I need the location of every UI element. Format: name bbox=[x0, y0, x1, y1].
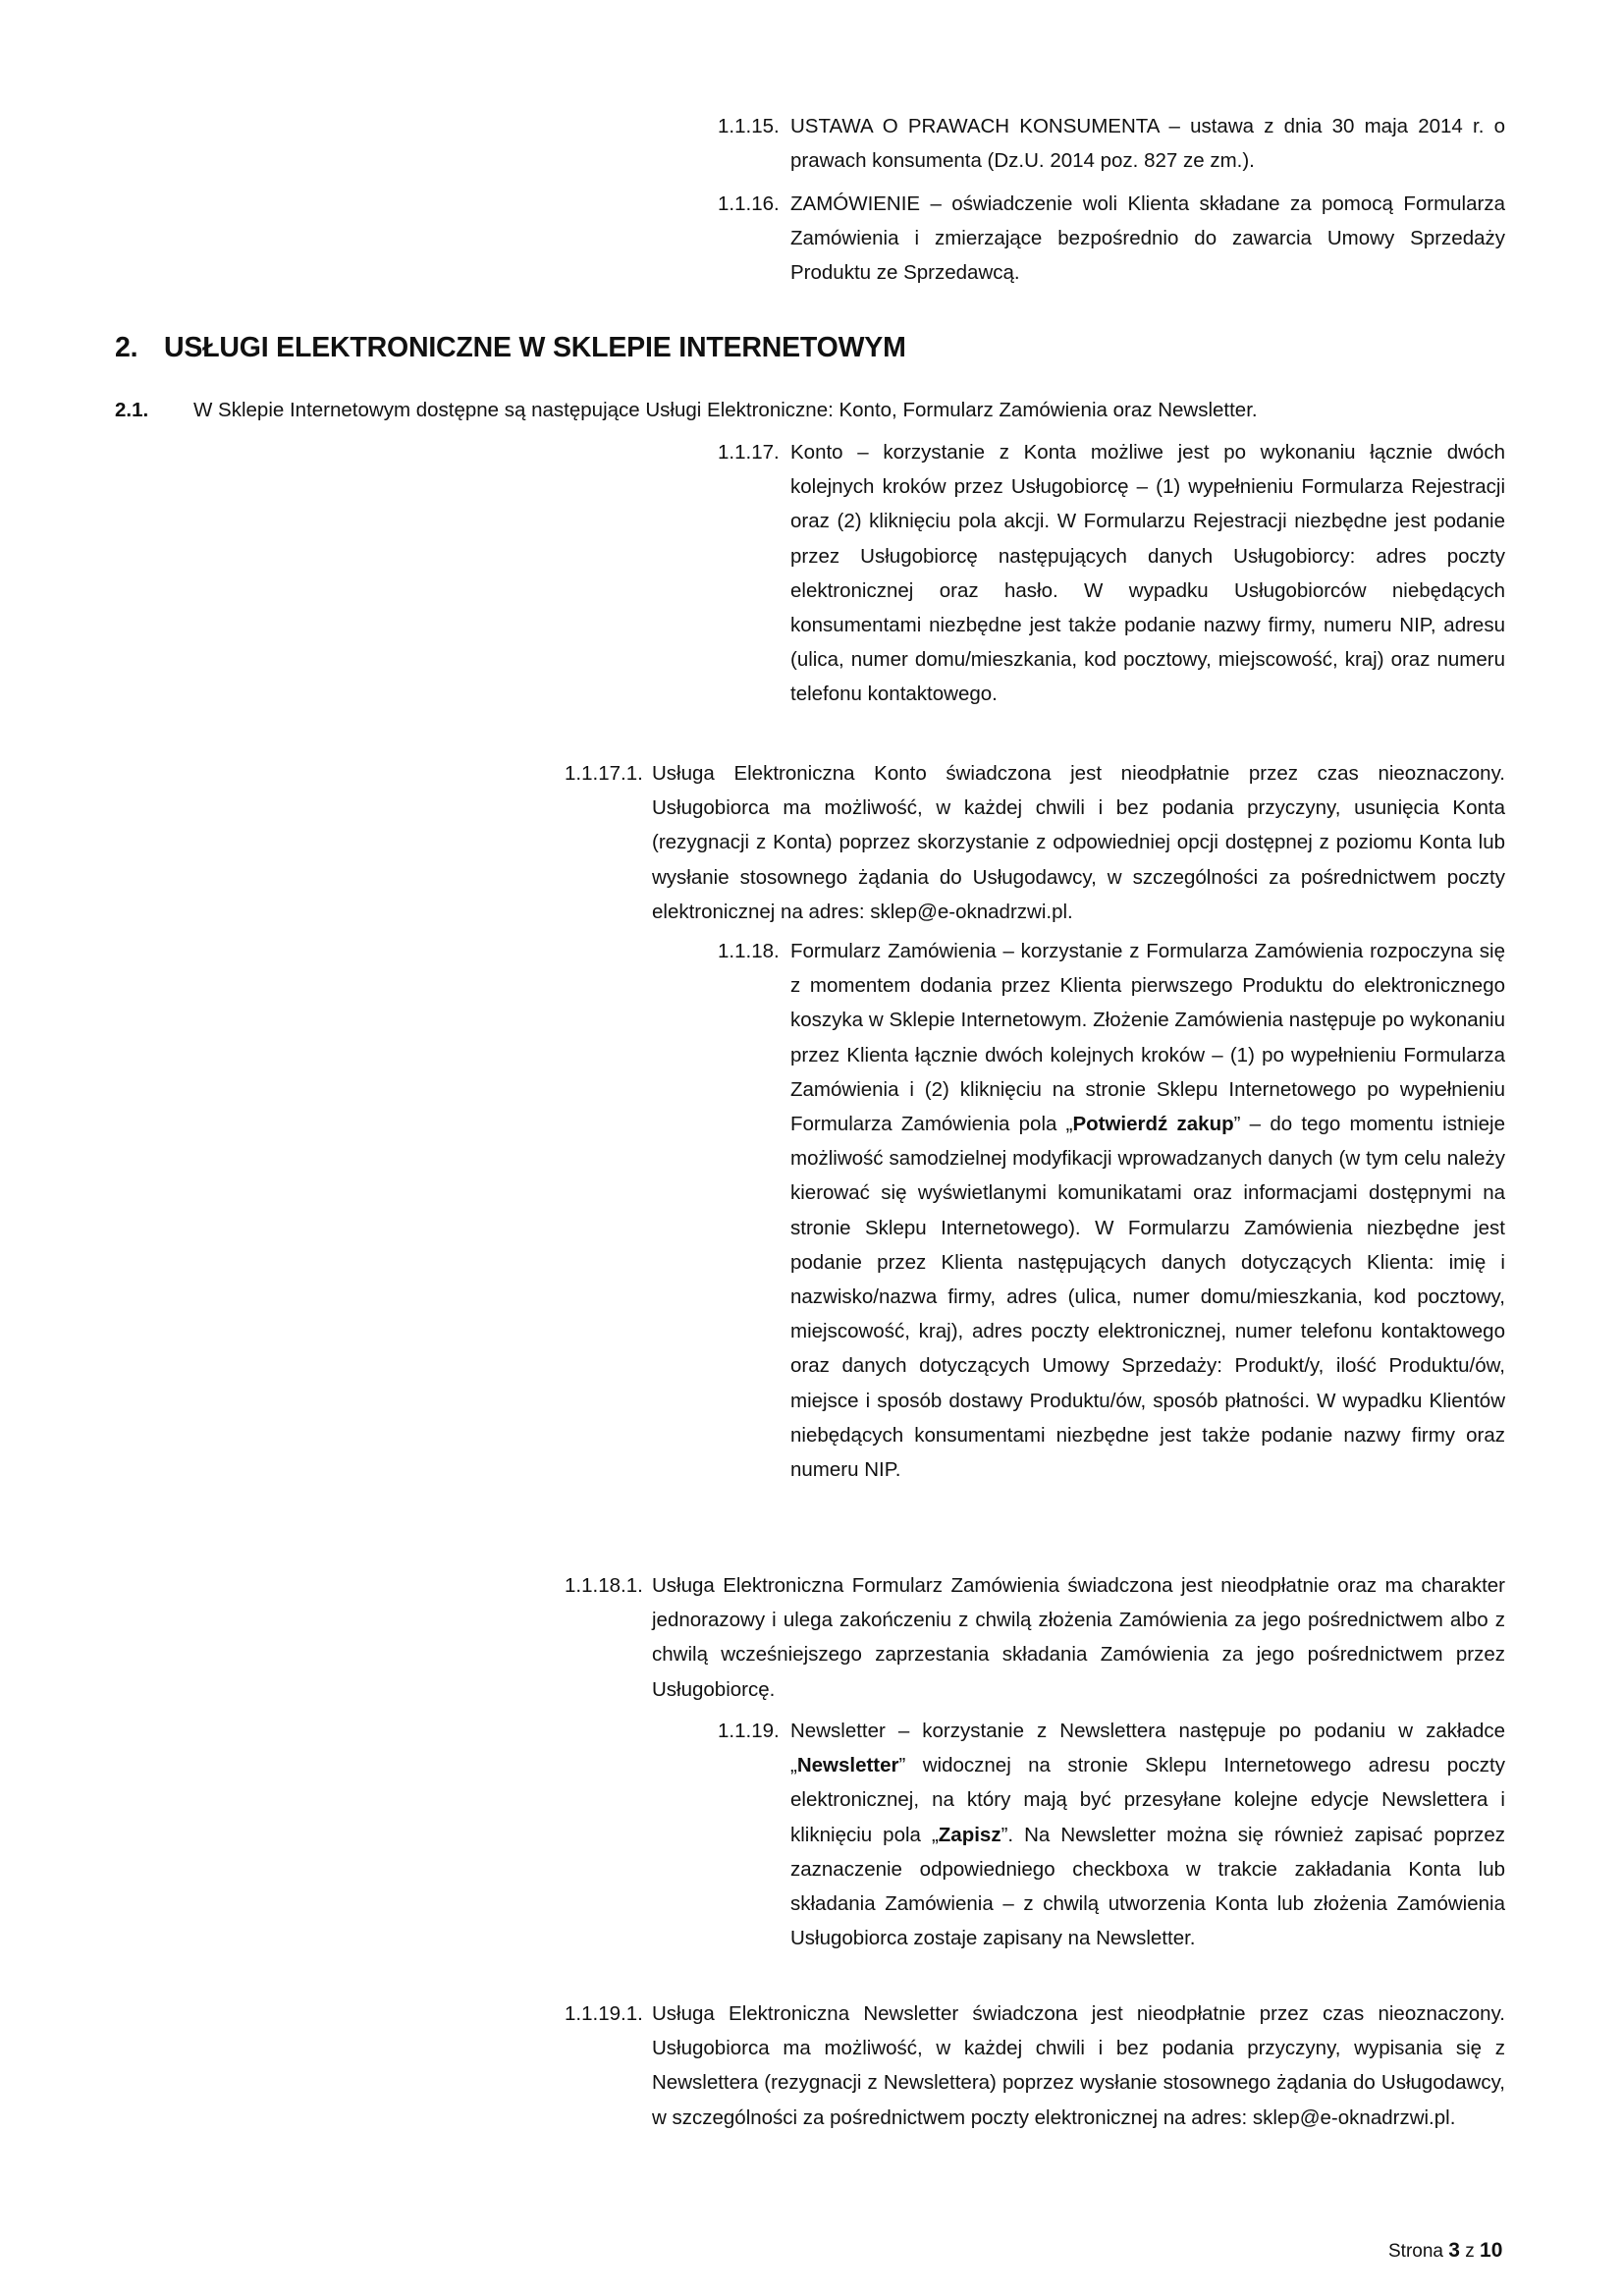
paragraph-text: W Sklepie Internetowym dostępne są następujące Usługi Elektroniczne: Konto, Formularz Zamówienia oraz Newsletter. bbox=[193, 399, 1258, 421]
page-separator: z bbox=[1465, 2241, 1475, 2262]
service-item-newsletter bbox=[718, 1714, 1505, 1955]
newsletter-tab-label: Newsletter bbox=[796, 1754, 899, 1777]
section-title: USŁUGI ELEKTRONICZNE W SKLEPIE INTERNETOWYM bbox=[164, 332, 906, 363]
item-text: Usługa Elektroniczna Formularz Zamówienia świadczona jest nieodpłatnie oraz ma charakter jednorazowy i ulega zakończeniu z chwilą złożenia Zamówienia za jego pośrednictwem albo z chwilą wcześniejszego zaprzestania składania Zamówienia za jego pośrednictwem przez Usługobiorcę. bbox=[652, 1574, 1505, 1701]
total-pages: 10 bbox=[1480, 2239, 1503, 2262]
page-label: Strona bbox=[1388, 2241, 1443, 2262]
section-number: 2. bbox=[115, 332, 138, 363]
service-subitem-order-form-terms bbox=[565, 1568, 1505, 1707]
item-number: 1.1.17. bbox=[718, 441, 780, 464]
item-number: 1.1.19. bbox=[718, 1720, 780, 1742]
definition-item-1-1-16 bbox=[718, 187, 1505, 291]
service-item-account bbox=[718, 435, 1505, 712]
paragraph-number: 2.1. bbox=[115, 399, 149, 421]
item-number: 1.1.16. bbox=[718, 192, 780, 215]
item-number: 1.1.18.1. bbox=[565, 1574, 643, 1597]
item-text: Usługa Elektroniczna Newsletter świadczona jest nieodpłatnie przez czas nieoznaczony. Usługobiorca ma możliwość, w każdej chwili i bez podania przyczyny, wypisania się z Newslettera (rezygnacji z Newslettera) poprzez wysłanie stosownego żądania do Usługodawcy, w szczególności za pośrednictwem poczty elektronicznej na adres: sklep@e-oknadrzwi.pl. bbox=[652, 2002, 1505, 2129]
service-subitem-newsletter-terms bbox=[565, 1996, 1505, 2135]
item-text: Konto – korzystanie z Konta możliwe jest po wykonaniu łącznie dwóch kolejnych kroków przez Usługobiorcę – (1) wypełnieniu Formularza Rejestracji oraz (2) kliknięciu pola akcji. W Formularzu Rejestracji niezbędne jest podanie przez Usługobiorcę następujących danych Usługobiorcy: adres poczty elektronicznej oraz hasło. W wypadku Usługobiorców niebędących konsumentami niezbędne jest także podanie nazwy firmy, numeru NIP, adresu (ulica, numer domu/mieszkania, kod pocztowy, miejscowość, kraj) oraz numeru telefonu kontaktowego. bbox=[790, 441, 1505, 706]
definition-item-1-1-15 bbox=[718, 109, 1505, 178]
item-text: Usługa Elektroniczna Konto świadczona jest nieodpłatnie przez czas nieoznaczony. Usługobiorca ma możliwość, w każdej chwili i bez podania przyczyny, usunięcia Konta (rezygnacji z Konta) poprzez skorzystanie z odpowiedniej opcji dostępnej z poziomu Konta lub wysłanie stosownego żądania do Usługodawcy, w szczególności za pośrednictwem poczty elektronicznej na adres: sklep@e-oknadrzwi.pl. bbox=[652, 762, 1505, 923]
subscribe-button-label: Zapisz bbox=[938, 1823, 1001, 1846]
page-counter bbox=[1388, 2239, 1502, 2263]
section-heading bbox=[115, 332, 906, 364]
current-page: 3 bbox=[1448, 2239, 1460, 2262]
item-number: 1.1.18. bbox=[718, 940, 780, 962]
item-text: Formularz Zamówienia – korzystanie z Formularza Zamówienia rozpoczyna się z momentem dodania przez Klienta pierwszego Produktu do elektronicznego koszyka w Sklepie Internetowym. Złożenie Zamówienia następuje po wykonaniu przez Klienta łącznie dwóch kolejnych kroków – (1) po wypełnieniu Formularza Zamówienia i (2) kliknięciu na stronie Sklepu Internetowego po wypełnieniu Formularza Zamówienia pola „Potwierdź zakup” – do tego momentu istnieje możliwość samodzielnej modyfikacji wprowadzanych danych (w tym celu należy kierować się wyświetlanymi komunikatami oraz informacjami dostępnymi na stronie Sklepu Internetowego). W Formularzu Zamówienia niezbędne jest podanie przez Klienta następujących danych dotyczących Klienta: imię i nazwisko/nazwa firmy, adres (ulica, numer domu/mieszkania, kod pocztowy, miejscowość, kraj), adres poczty elektronicznej, numer telefonu kontaktowego oraz danych dotyczących Umowy Sprzedaży: Produkt/y, ilość Produktu/ów, miejsce i sposób dostawy Produktu/ów, sposób płatności. W wypadku Klientów niebędących konsumentami niezbędne jest także podanie nazwy firmy oraz numeru NIP. bbox=[790, 940, 1505, 1482]
service-subitem-account-terms bbox=[565, 756, 1505, 929]
service-item-order-form bbox=[718, 934, 1505, 1487]
item-text: Newsletter – korzystanie z Newslettera następuje po podaniu w zakładce „Newsletter” widocznej na stronie Sklepu Internetowego adresu poczty elektronicznej, na który mają być przesyłane kolejne edycje Newslettera i kliknięciu pola „Zapisz”. Na Newsletter można się również zapisać poprzez zaznaczenie odpowiedniego checkboxa w trakcie zakładania Konta lub składania Zamówienia – z chwilą utworzenia Konta lub złożenia Zamówienia Usługobiorca zostaje zapisany na Newsletter. bbox=[790, 1720, 1505, 1950]
item-text: ZAMÓWIENIE – oświadczenie woli Klienta składane za pomocą Formularza Zamówienia i zmierzające bezpośrednio do zawarcia Umowy Sprzedaży Produktu ze Sprzedawcą. bbox=[790, 192, 1505, 285]
item-number: 1.1.15. bbox=[718, 115, 780, 137]
item-number: 1.1.17.1. bbox=[565, 762, 643, 785]
item-text: USTAWA O PRAWACH KONSUMENTA – ustawa z dnia 30 maja 2014 r. o prawach konsumenta (Dz.U. 2014 poz. 827 ze zm.). bbox=[790, 115, 1505, 173]
confirm-purchase-label: Potwierdź zakup bbox=[1072, 1113, 1234, 1136]
paragraph-2-1 bbox=[115, 393, 1258, 427]
item-number: 1.1.19.1. bbox=[565, 2002, 643, 2025]
